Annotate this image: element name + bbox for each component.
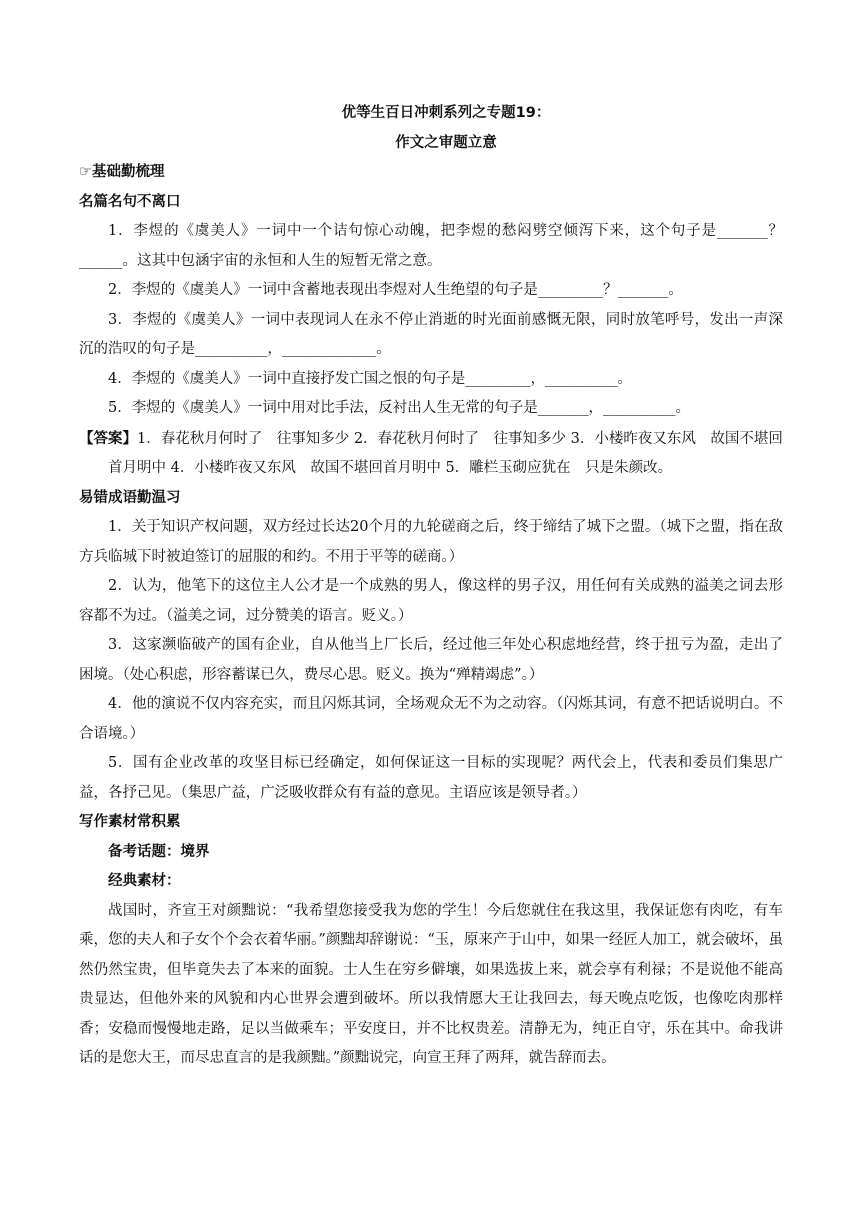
idiom-item-1: 1．关于知识产权问题，双方经过长达20个月的九轮磋商之后，终于缔结了城下之盟。（城下之盟，指在敌方兵临城下时被迫签订的屈服的和约。不用于平等的磋商。）	[79, 519, 783, 565]
section-heading-idioms: 易错成语勤温习	[79, 489, 181, 506]
idiom-item-3: 3．这家濒临破产的国有企业，自从他当上厂长后，经过他三年处心积虑地经营，终于扭亏为盈，走出了困境。（处心积虑，形容蓄谋已久，费尽心思。贬义。换为“殚精竭虑”。）	[79, 637, 783, 683]
document-title-line1: 优等生百日冲刺系列之专题19：	[341, 105, 551, 121]
material-story: 战国时，齐宣王对颜黜说：“我希望您接受我为您的学生！今后您就住在我这里，我保证您有肉吃，有车乘，您的夫人和子女个个会衣着华丽。”颜黜却辞谢说：“玉，原来产于山中，如果一经匠人加工，就会破坏，虽然仍然宝贵，但毕竟失去了本来的面貌。士人生在穷乡僻壤，如果选拔上来，就会享有利禄；不是说他不能高贵显达，但他外来的风貌和内心世界会遭到破坏。所以我情愿大王让我回去，每天晚点吃饭，也像吃肉那样香；安稳而慢慢地走路，足以当做乘车；平安度日，并不比权贵差。清静无为，纯正自守，乐在其中。命我讲话的是您大王，而尽忠直言的是我颜黜。”颜黜说完，向宣王拜了两拜，就告辞而去。	[79, 902, 783, 1066]
section-heading-material: 写作素材常积累	[79, 814, 181, 830]
idiom-item-4: 4．他的演说不仅内容充实，而且闪烁其词，全场观众无不为之动容。（闪烁其词，有意不把话说明白。不合语境。）	[79, 696, 783, 742]
section-heading-basic: ☞基础勤梳理	[79, 164, 165, 180]
document-page	[79, 98, 783, 1074]
quote-question-2: 2．李煜的《虞美人》一词中含蓄地表现出李煜对人生绝望的句子是_________？_______。	[108, 282, 683, 298]
answer-text: 1．春花秋月何时了 往事知多少 2．春花秋月何时了 往事知多少 3．小楼昨夜又东风 故国不堪回首月明中 4．小楼昨夜又东风 故国不堪回首月明中 5．雕栏玉砌应犹在 只是朱颜改。	[108, 430, 783, 476]
quote-question-3: 3．李煜的《虞美人》一词中表现词人在永不停止消逝的时光面前感慨无限，同时放笔呼号，发出一声深沉的浩叹的句子是__________，_____________。	[79, 311, 783, 357]
answer-block	[79, 424, 783, 484]
quote-question-4: 4．李煜的《虞美人》一词中直接抒发亡国之恨的句子是_________，__________。	[108, 370, 632, 387]
idiom-item-5: 5．国有企业改革的攻坚目标已经确定，如何保证这一目标的实现呢？两代会上，代表和委员们集思广益，各抒己见。（集思广益，广泛吸收群众有有益的意见。主语应该是领导者。）	[79, 755, 783, 801]
quote-question-5: 5．李煜的《虞美人》一词中用对比手法，反衬出人生无常的句子是_______，__________。	[108, 400, 690, 416]
document-title-line2: 作文之审题立意	[395, 135, 497, 151]
section-heading-quotes: 名篇名句不离口	[79, 193, 181, 210]
quote-question-1: 1．李煜的《虞美人》一词中一个诘句惊心动魄，把李煜的愁闷劈空倾泻下来，这个句子是_______？______。这其中包涵宇宙的永恒和人生的短暂无常之意。	[79, 223, 783, 269]
classic-material-label: 经典素材：	[108, 873, 181, 889]
idiom-item-2: 2．认为，他笔下的这位主人公才是一个成熟的男人，像这样的男子汉，用任何有关成熟的溢美之词去形容都不为过。（溢美之词，过分赞美的语言。贬义。）	[79, 578, 783, 624]
topic-heading: 备考话题：境界	[108, 843, 210, 860]
answer-label: 【答案】	[79, 429, 137, 447]
